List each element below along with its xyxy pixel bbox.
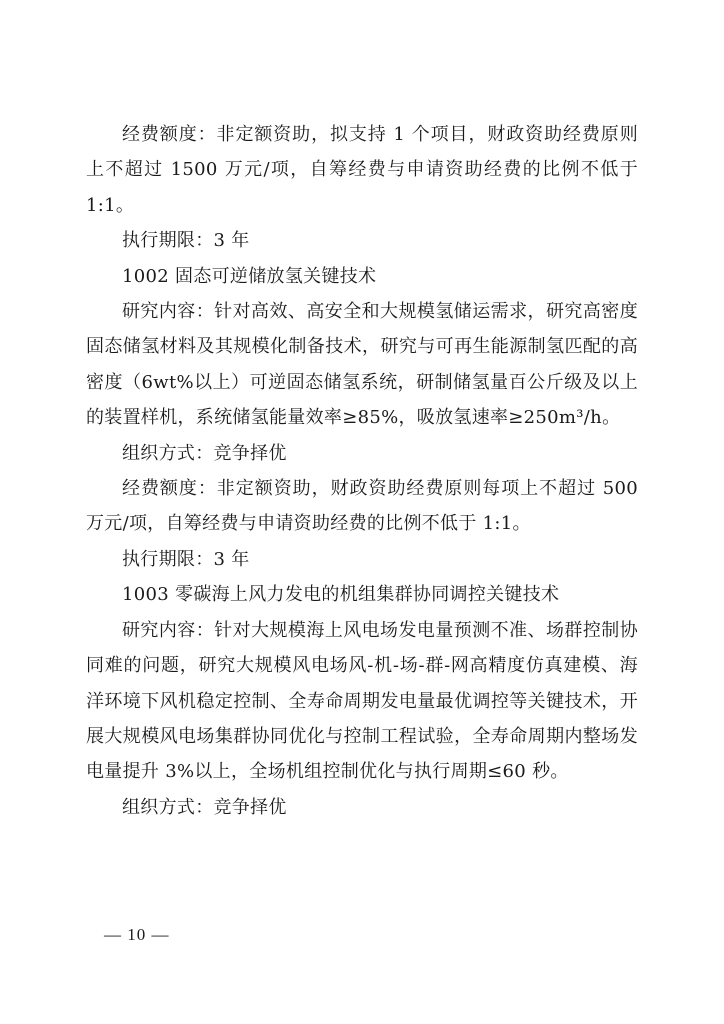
- funding-amount-paragraph: 经费额度：非定额资助，拟支持 1 个项目，财政资助经费原则上不超过 1500 万元/项，自筹经费与申请资助经费的比例不低于 1:1。: [86, 124, 638, 216]
- organization-method-paragraph: 组织方式：竞争择优: [122, 442, 287, 464]
- duration-paragraph: 执行期限：3 年: [122, 548, 250, 570]
- duration-paragraph: 执行期限：3 年: [122, 230, 250, 252]
- funding-amount-paragraph: 经费额度：非定额资助，财政资助经费原则每项上不超过 500 万元/项，自筹经费与申请资助经费的比例不低于 1:1。: [86, 478, 638, 535]
- research-content-paragraph: 研究内容：针对高效、高安全和大规模氢储运需求，研究高密度固态储氢材料及其规模化制备技术，研究与可再生能源制氢匹配的高密度（6wt%以上）可逆固态储氢系统，研制储氢量百公斤级及以上的装置样机，系统储氢能量效率≥85%，吸放氢速率≥250m³/h。: [86, 301, 638, 429]
- project-title-1003: 1003 零碳海上风力发电的机组集群协同调控关键技术: [122, 584, 560, 606]
- page-number: — 10 —: [104, 925, 170, 944]
- organization-method-paragraph: 组织方式：竞争择优: [122, 796, 287, 818]
- research-content-paragraph: 研究内容：针对大规模海上风电场发电量预测不准、场群控制协同难的问题，研究大规模风电场风-机-场-群-网高精度仿真建模、海洋环境下风机稳定控制、全寿命周期发电量最优调控等关键技术，开展大规模风电场集群协同优化与控制工程试验，全寿命周期内整场发电量提升 3%以上，全场机组控制优化与执行周期≤60 秒。: [86, 619, 638, 783]
- body-text: [86, 117, 638, 825]
- project-title-1002: 1002 固态可逆储放氢关键技术: [122, 265, 377, 287]
